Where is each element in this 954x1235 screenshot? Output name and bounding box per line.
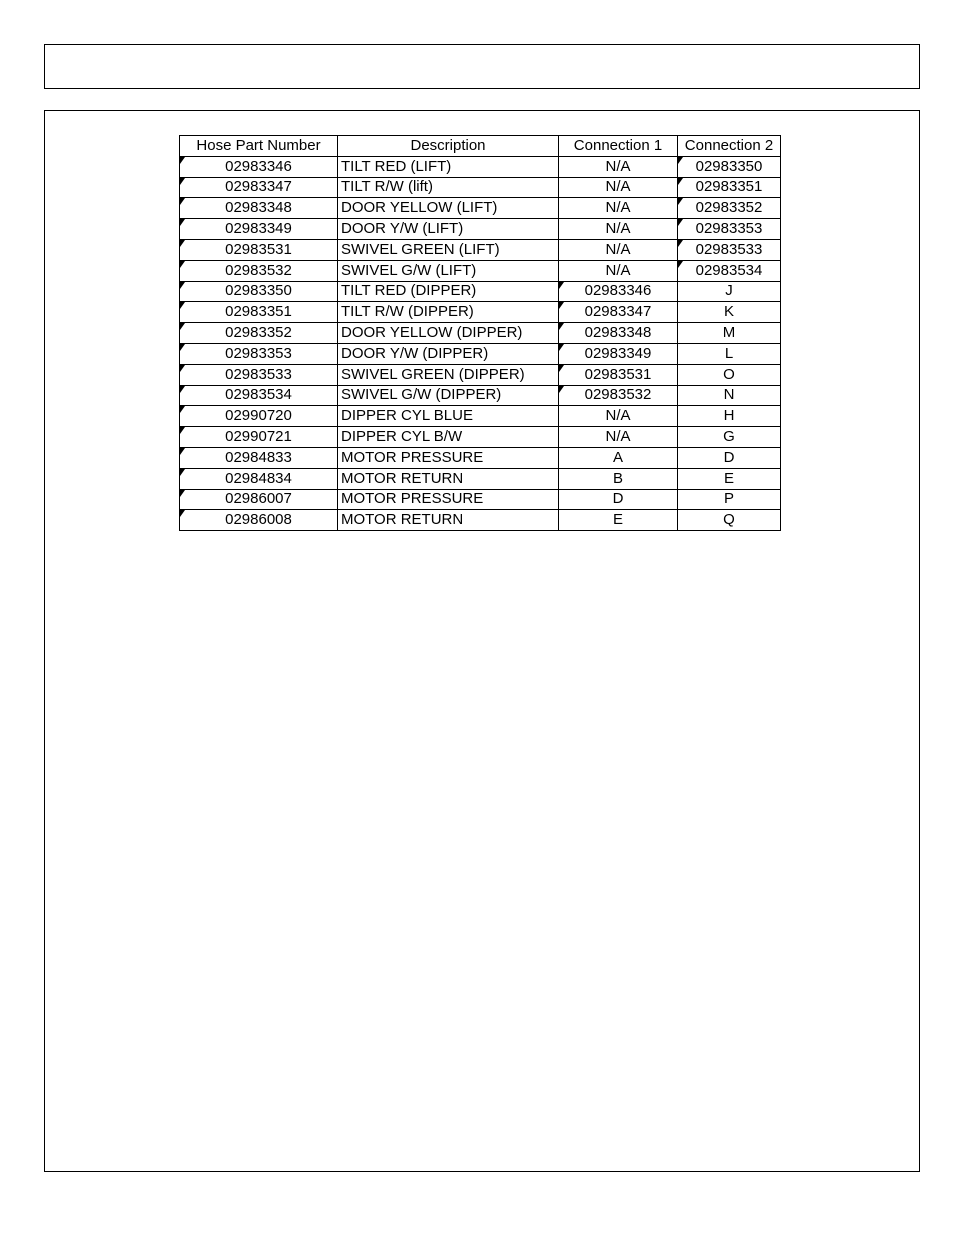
cell-connection-2: E bbox=[678, 468, 781, 489]
cell-description: SWIVEL G/W (DIPPER) bbox=[338, 385, 559, 406]
table-row bbox=[180, 198, 781, 219]
cell-connection-2: K bbox=[678, 302, 781, 323]
cell-connection-2: 02983352 bbox=[678, 198, 781, 219]
cell-description: DIPPER CYL B/W bbox=[338, 427, 559, 448]
cell-connection-2: 02983353 bbox=[678, 219, 781, 240]
cell-part-number: 02983533 bbox=[180, 364, 338, 385]
cell-connection-2: D bbox=[678, 447, 781, 468]
table-row bbox=[180, 219, 781, 240]
cell-connection-1: D bbox=[559, 489, 678, 510]
cell-connection-1: A bbox=[559, 447, 678, 468]
cell-connection-1: E bbox=[559, 510, 678, 531]
cell-connection-2: M bbox=[678, 323, 781, 344]
table-row bbox=[180, 239, 781, 260]
cell-connection-1: 02983349 bbox=[559, 343, 678, 364]
cell-part-number: 02983350 bbox=[180, 281, 338, 302]
cell-connection-2: G bbox=[678, 427, 781, 448]
cell-connection-1: B bbox=[559, 468, 678, 489]
page-header-box bbox=[44, 44, 920, 89]
cell-connection-1: 02983532 bbox=[559, 385, 678, 406]
table-row bbox=[180, 447, 781, 468]
cell-description: SWIVEL GREEN (LIFT) bbox=[338, 239, 559, 260]
table-row bbox=[180, 510, 781, 531]
cell-connection-1: N/A bbox=[559, 427, 678, 448]
cell-part-number: 02983347 bbox=[180, 177, 338, 198]
cell-part-number: 02983349 bbox=[180, 219, 338, 240]
cell-connection-1: N/A bbox=[559, 239, 678, 260]
table-row bbox=[180, 468, 781, 489]
cell-connection-1: 02983346 bbox=[559, 281, 678, 302]
cell-part-number: 02990720 bbox=[180, 406, 338, 427]
cell-description: TILT R/W (DIPPER) bbox=[338, 302, 559, 323]
cell-description: MOTOR PRESSURE bbox=[338, 447, 559, 468]
table-row bbox=[180, 385, 781, 406]
table-row bbox=[180, 323, 781, 344]
cell-part-number: 02984834 bbox=[180, 468, 338, 489]
cell-connection-2: N bbox=[678, 385, 781, 406]
cell-part-number: 02986008 bbox=[180, 510, 338, 531]
cell-description: TILT RED (DIPPER) bbox=[338, 281, 559, 302]
table-row bbox=[180, 260, 781, 281]
cell-connection-1: 02983348 bbox=[559, 323, 678, 344]
cell-connection-2: 02983351 bbox=[678, 177, 781, 198]
header-hose-part-number: Hose Part Number bbox=[180, 136, 338, 157]
table-row bbox=[180, 156, 781, 177]
cell-part-number: 02984833 bbox=[180, 447, 338, 468]
cell-connection-1: N/A bbox=[559, 219, 678, 240]
header-description: Description bbox=[338, 136, 559, 157]
cell-connection-1: N/A bbox=[559, 198, 678, 219]
cell-connection-1: 02983531 bbox=[559, 364, 678, 385]
table-row bbox=[180, 281, 781, 302]
cell-connection-1: N/A bbox=[559, 406, 678, 427]
cell-description: TILT RED (LIFT) bbox=[338, 156, 559, 177]
cell-part-number: 02983532 bbox=[180, 260, 338, 281]
table-row bbox=[180, 406, 781, 427]
cell-connection-2: J bbox=[678, 281, 781, 302]
table-row bbox=[180, 364, 781, 385]
cell-connection-2: L bbox=[678, 343, 781, 364]
cell-part-number: 02983353 bbox=[180, 343, 338, 364]
cell-connection-1: N/A bbox=[559, 156, 678, 177]
table-row bbox=[180, 302, 781, 323]
cell-part-number: 02990721 bbox=[180, 427, 338, 448]
cell-part-number: 02983531 bbox=[180, 239, 338, 260]
cell-part-number: 02983348 bbox=[180, 198, 338, 219]
cell-connection-2: P bbox=[678, 489, 781, 510]
table-row bbox=[180, 177, 781, 198]
cell-connection-1: N/A bbox=[559, 177, 678, 198]
cell-connection-1: 02983347 bbox=[559, 302, 678, 323]
cell-connection-2: O bbox=[678, 364, 781, 385]
header-connection-1: Connection 1 bbox=[559, 136, 678, 157]
cell-description: DOOR Y/W (LIFT) bbox=[338, 219, 559, 240]
header-connection-2: Connection 2 bbox=[678, 136, 781, 157]
hose-table bbox=[179, 135, 781, 531]
cell-description: MOTOR PRESSURE bbox=[338, 489, 559, 510]
cell-description: DOOR YELLOW (LIFT) bbox=[338, 198, 559, 219]
cell-description: MOTOR RETURN bbox=[338, 468, 559, 489]
cell-connection-2: 02983350 bbox=[678, 156, 781, 177]
cell-description: DIPPER CYL BLUE bbox=[338, 406, 559, 427]
cell-connection-2: Q bbox=[678, 510, 781, 531]
cell-part-number: 02983352 bbox=[180, 323, 338, 344]
table-header-row bbox=[180, 136, 781, 157]
cell-part-number: 02983534 bbox=[180, 385, 338, 406]
cell-description: SWIVEL G/W (LIFT) bbox=[338, 260, 559, 281]
cell-part-number: 02986007 bbox=[180, 489, 338, 510]
cell-connection-2: 02983533 bbox=[678, 239, 781, 260]
cell-description: MOTOR RETURN bbox=[338, 510, 559, 531]
cell-connection-2: 02983534 bbox=[678, 260, 781, 281]
cell-description: DOOR Y/W (DIPPER) bbox=[338, 343, 559, 364]
cell-part-number: 02983351 bbox=[180, 302, 338, 323]
table-row bbox=[180, 427, 781, 448]
cell-description: DOOR YELLOW (DIPPER) bbox=[338, 323, 559, 344]
cell-description: TILT R/W (lift) bbox=[338, 177, 559, 198]
cell-connection-2: H bbox=[678, 406, 781, 427]
table-row bbox=[180, 343, 781, 364]
cell-description: SWIVEL GREEN (DIPPER) bbox=[338, 364, 559, 385]
table-row bbox=[180, 489, 781, 510]
cell-part-number: 02983346 bbox=[180, 156, 338, 177]
cell-connection-1: N/A bbox=[559, 260, 678, 281]
